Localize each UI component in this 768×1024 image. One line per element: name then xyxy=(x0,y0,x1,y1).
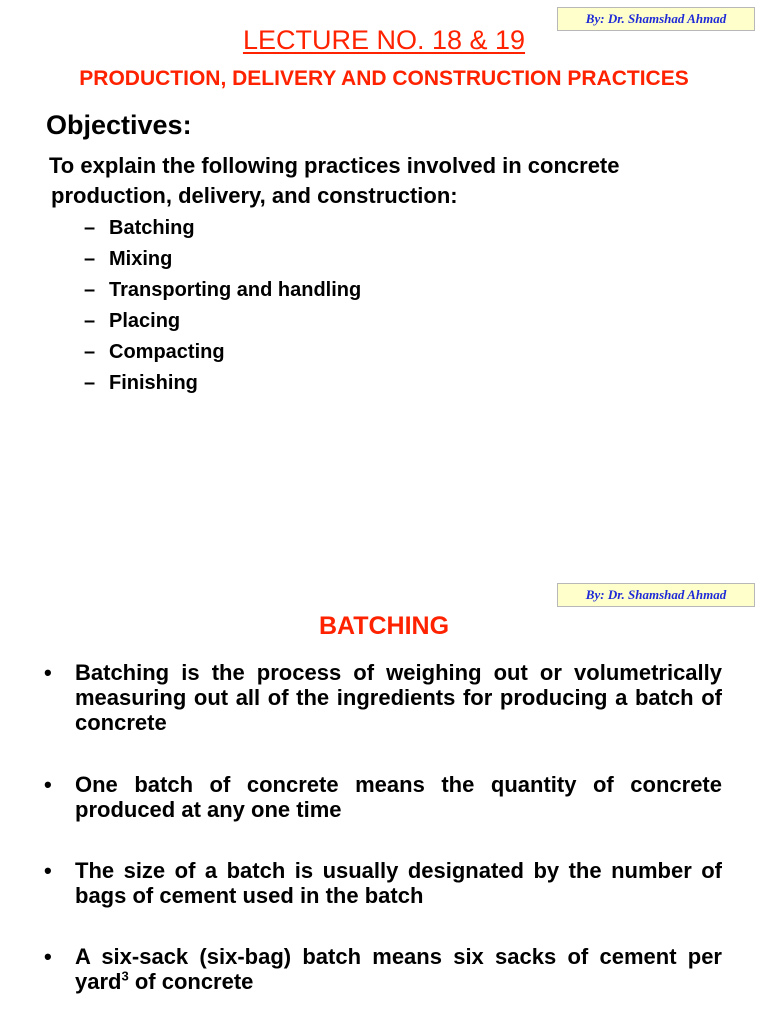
list-item: – Placing xyxy=(84,310,181,332)
list-item: – Finishing xyxy=(84,372,198,394)
list-item: – Batching xyxy=(84,217,195,239)
objectives-intro xyxy=(51,151,751,211)
list-item-label: Compacting xyxy=(109,341,225,363)
lecture-title: LECTURE NO. 18 & 19 xyxy=(242,25,526,55)
bullet-item: • Batching is the process of weighing out or volumetrically measuring out all of the ingredients for producing a batch of concrete xyxy=(44,660,722,735)
bullet-item: • The size of a batch is usually designated by the number of bags of cement used in the batch xyxy=(44,858,722,908)
bullet-text: Batching is the process of weighing out or volumetrically measuring out all of the ingredients for producing a batch of concrete xyxy=(75,660,722,735)
batching-bullets xyxy=(44,660,722,994)
superscript-3: 3 xyxy=(121,968,129,984)
bullet-text: A six-sack (six-bag) batch means six sacks of cement per yard$^3$ of concrete xyxy=(75,944,722,994)
bullet-item: • One batch of concrete means the quantity of concrete produced at any one time xyxy=(44,772,722,822)
bullet-text: One batch of concrete means the quantity of concrete produced at any one time xyxy=(75,772,722,822)
batching-heading: BATCHING xyxy=(318,612,450,640)
objectives-heading: Objectives: xyxy=(46,110,192,140)
lecture-subtitle: PRODUCTION, DELIVERY AND CONSTRUCTION PRACTICES xyxy=(79,67,689,90)
author-badge: By: Dr. Shamshad Ahmad xyxy=(557,7,755,31)
list-item: – Transporting and handling xyxy=(84,279,362,301)
intro-line-1: To explain the following practices involved in concrete xyxy=(49,153,620,178)
list-item: – Compacting xyxy=(84,341,225,363)
list-item-label: Placing xyxy=(109,310,181,332)
list-item: – Mixing xyxy=(84,248,173,270)
list-item-label: Mixing xyxy=(109,248,173,270)
bullet-item: • A six-sack (six-bag) batch means six sacks of cement per yard$^3$ of concrete xyxy=(44,944,722,994)
list-item-label: Transporting and handling xyxy=(109,279,362,301)
bullet-text: The size of a batch is usually designated by the number of bags of cement used in the batch xyxy=(75,858,722,908)
intro-line-2: production, delivery, and construction: xyxy=(51,183,458,208)
author-badge-2: By: Dr. Shamshad Ahmad xyxy=(557,583,755,607)
practices-list xyxy=(84,215,361,401)
list-item-label: Finishing xyxy=(109,372,198,394)
list-item-label: Batching xyxy=(109,217,195,239)
